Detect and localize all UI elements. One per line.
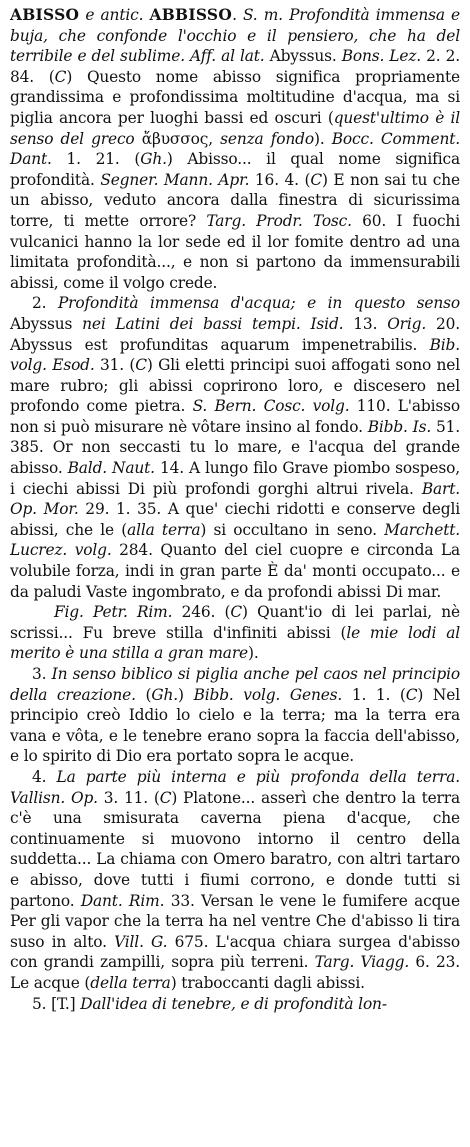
- sense-4-t07: 33. Versan le vene le fumifere acque Per gli vapor che la terra ha nel ventre Che d'abisso li tira suso in alto.: [10, 891, 460, 951]
- entry-figurative: [10, 602, 460, 664]
- citation-bibb-is: Bibb. Is.: [367, 417, 432, 436]
- sense-4-t05: ) Platone... asserì che dentro la terra c'è una smisurata caverna piena d'acque, che continuamente si muovono intorno il centro della suddetta... La chiama con Omero baratro, con altri tartaro e abisso, dove tutti i fiumi corrono, e donde tutti si partono.: [10, 788, 460, 910]
- sense-2-t11: ) Gli eletti principi suoi affogati sono nel mare rubro; gli abissi coprirono loro, e discesero nel profondo come pietra.: [10, 356, 460, 416]
- source-mark: C: [310, 170, 322, 189]
- sense-4-t11: 6. 23. Le acque (: [10, 953, 460, 992]
- sense-2-t05: 13.: [343, 314, 388, 333]
- source-mark: Gh.: [140, 150, 167, 169]
- sense-1-t06: 2. 2. 84. (: [10, 47, 460, 86]
- sense-1-t02: . S. m.: [232, 6, 290, 24]
- sense-4-t09: 675. L'acqua chiara surgea d'abisso con grandi zampilli, sopra più terreni.: [10, 932, 460, 972]
- sense-1-t08: ) Questo nome abisso significa propriamente grandissima e profondissima moltitudine d'acqua, ma si piglia ancora per luoghi bassi ed oscuri (: [10, 67, 461, 127]
- sense-1-t01: e antic.: [79, 6, 150, 24]
- citation-s-bern: S. Bern. Cosc. volg.: [192, 397, 350, 416]
- source-mark: C: [230, 603, 242, 622]
- sense-2-number: 2.: [32, 294, 58, 313]
- sense-2-t03: Abyssus: [10, 314, 83, 333]
- sense-3-t09: ) Nel principio creò Iddio lo cielo e la terra; ma la terra era vana e vôta, e le tenebre erano sopra la faccia dell'abisso, e lo spirito di Dio era portato sopra le acque.: [10, 685, 460, 766]
- sense-2-t23: 284. Quanto del ciel cuopre e circonda La volubile forza, indi in gran parte È da' monti occupato... e da paludi Vaste ingombrato, e da profondi abissi Di mar.: [10, 541, 460, 601]
- entry-sense-4: [10, 767, 460, 994]
- sense-1-t12: ).: [313, 129, 332, 148]
- source-mark: C: [405, 685, 418, 704]
- sense-1-t11: senza fondo: [220, 129, 314, 148]
- sense-4-t03: 3. 11. (: [97, 788, 160, 807]
- entry-sense-2: [10, 293, 460, 602]
- sense-1-t16: ) Abisso... il qual nome significa profondità.: [10, 150, 460, 189]
- headword: ABISSO: [10, 6, 80, 24]
- sense-2-definition: Profondità immensa d'acqua; e in questo senso: [57, 294, 460, 313]
- citation-marchett: Marchett. Lucrez. volg.: [10, 520, 460, 560]
- sense-2-t20: alla terra: [127, 520, 201, 539]
- citation-bibb-genes: Bibb. volg. Genes.: [193, 685, 343, 704]
- sense-2-t13: 110. L'abisso non si può misurare nè vôtare insino al fondo.: [10, 397, 460, 436]
- sense-1-t09: quest'ultimo è il senso del greco: [10, 108, 460, 148]
- sense-2-t15: 51. 385. Or non seccasti tu lo mare, e l'acqua del grande abisso.: [10, 417, 460, 478]
- fig-t06: ).: [247, 644, 259, 663]
- sense-2-t21: ) si occultano in seno.: [200, 520, 385, 539]
- sense-5-t03: ]: [69, 994, 81, 1013]
- citation-petr: Fig. Petr. Rim.: [54, 603, 173, 622]
- citation-bib-esod: Bib. volg. Esod.: [10, 335, 460, 375]
- sense-3-t03: (: [135, 685, 152, 704]
- source-mark: Gh.: [151, 685, 179, 704]
- sense-4-number: 4.: [32, 767, 57, 786]
- sense-3-t07: 1. 1. (: [342, 685, 406, 704]
- fig-t05: le mie lodi al merito è una stilla a gran mare: [10, 623, 460, 663]
- sense-2-t04: nei Latini dei bassi tempi. Isid.: [82, 314, 344, 333]
- citation-dant-rim: Dant. Rim.: [80, 891, 165, 910]
- citation-targ: Targ. Prodr. Tosc.: [206, 211, 352, 230]
- sense-1-t18: 16. 4. (: [249, 170, 311, 189]
- sense-5-definition: Dall'idea di tenebre, e di profondità lon-: [80, 994, 387, 1013]
- citation-bons: Bons. Lez.: [341, 47, 422, 66]
- sense-3-definition: In senso biblico si piglia anche pel caos nel principio della creazione.: [10, 665, 460, 704]
- sense-1-definition: Profondità immensa e buja, che confonde l'occhio e il pensiero, che ha del terribile e del sublime. Aff. al lat.: [10, 6, 460, 66]
- citation-bart: Bart. Op. Mor.: [10, 479, 460, 519]
- sense-1-t22: 60. I fuochi vulcanici hanno la lor sede ed il lor fomite dentro ad una limitata profondità..., e non si partono da immensurabili abissi, come il volgo crede.: [10, 211, 460, 292]
- sense-2-t19: 29. 1. 35. A que' ciechi ridotti e conserve degli abissi, che le (: [10, 500, 460, 539]
- headword-old: ABBISSO: [149, 6, 233, 24]
- source-mark: C: [135, 356, 147, 375]
- source-mark: C: [159, 788, 172, 807]
- fig-t04: ) Quant'io di lei parlai, nè scrissi... Fu breve stilla d'infiniti abissi (: [10, 603, 460, 642]
- citation-targ-viagg: Targ. Viagg.: [314, 953, 410, 972]
- entry-sense-1: [10, 5, 460, 293]
- sense-3-t05: ): [178, 685, 194, 704]
- sense-5-number: 5. [: [32, 994, 57, 1013]
- sense-5-t02: T.: [56, 994, 70, 1013]
- sense-4-t13: ) traboccanti dagli abissi.: [170, 973, 365, 992]
- entry-sense-3: [10, 664, 460, 767]
- sense-3-number: 3.: [32, 665, 52, 683]
- sense-1-t14: 1. 21. (: [51, 150, 141, 169]
- citation-bocc: Bocc. Comment. Dant.: [10, 129, 460, 169]
- fig-t02: 246. (: [172, 603, 231, 622]
- sense-2-t07: 20. Abyssus est profunditas aquarum impenetrabilis.: [10, 314, 460, 354]
- sense-2-t17: 14. A lungo filo Grave piombo sospeso, i ciechi abissi Di più profondi gorghi altrui rivela.: [10, 459, 460, 498]
- sense-4-definition: La parte più interna e più profonda della terra. Vallisn. Op.: [10, 767, 460, 807]
- sense-1-t04: Abyssus.: [264, 47, 342, 66]
- source-mark: C: [54, 67, 67, 86]
- sense-2-t06: Orig.: [387, 314, 427, 333]
- sense-4-t12: della terra: [90, 973, 171, 992]
- sense-1-t20: ) E non sai tu che un abisso, veduto ancora dalla finestra di sicurissima torre, ti mette orrore?: [10, 170, 460, 230]
- entry-sense-5: [10, 994, 460, 1015]
- citation-vill: Vill. G.: [114, 932, 168, 951]
- citation-bald: Bald. Naut.: [67, 459, 155, 478]
- sense-2-t09: 31. (: [94, 356, 136, 375]
- greek-word: ἄβυσσος,: [134, 129, 221, 148]
- citation-segner: Segner. Mann. Apr.: [100, 170, 250, 189]
